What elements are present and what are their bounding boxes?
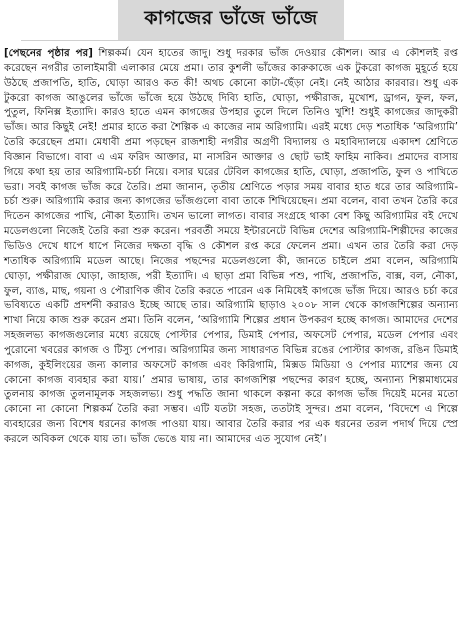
article-body bbox=[4, 47, 458, 448]
article-headline: কাগজের ভাঁজে ভাঁজে bbox=[118, 0, 343, 40]
headline-area bbox=[21, 0, 441, 41]
article-text: শিল্পকর্ম। যেন হাতের জাদু। শুধু দরকার ভাঁজ দেওয়ার কৌশল। আর এ কৌশলই রপ্ত করেছেন নগরীর তালাইমারী এলাকার মেয়ে প্রমা। তার কুশলী ভাঁজের কারুকাজে এক টুকরো কাগজ মুহূর্তে হয়ে উঠছে প্রজাপতি, হাতি, ঘোড়া আরও কত কী! অথচ কোনো কাটা-ছেঁড়া নেই। নেই আঠার কারবার। শুধু এক টুকরো কাগজ আঙুলের ভাঁজে ভাঁজে হয়ে উঠছে দিব্যি হাতি, ঘোড়া, পক্ষীরাজ, মুখোশ, ড্রাগন, ফুল, ফল, পুতুল, ফিনিক্স ইত্যাদি। কারও হাতে এমন কাগজের উপহার তুলে দিলে তিনিও খুশি! শুধুই কাগজের জাদুকরী ভাঁজ। আর কিছুই নেই! প্রমার হাতে করা শৈল্পিক এ কাজের নাম অরিগ্যামি। এরই মধ্যে দেড় শতাধিক ‘অরিগ্যামি’ তৈরি করেছেন প্রমা। মেধাবী প্রমা পড়ছেন রাজশাহী নগরীর অগ্রণী বিদ্যালয় ও মহাবিদ্যালয়ে একাদশ শ্রেণিতে বিজ্ঞান বিভাগে। বাবা এ এম ফরিদ আক্তার, মা নাসরিন আক্তার ও ছোট ভাই ফাহিম নাকিব। প্রমাদের বাসায় গিয়ে কথা হয় তার অরিগ্যামি-চর্চা নিয়ে। বসার ঘরের টেবিল কাগজের হাতি, ঘোড়া, প্রজাপতি, ফুল ও পাখিতে ভরা। সবই কাগজ ভাঁজ করে তৈরি। প্রমা জানান, তৃতীয় শ্রেণিতে পড়ার সময় বাবার হাত ধরে তার অরিগ্যামি-চর্চা শুরু। অরিগ্যামি করার জন্য কাগজের ভাঁজগুলো বাবা তাকে শিখিয়েছেন। প্রমা বলেন, বাবা তখন তৈরি করে দিতেন কাগজের পাখি, নৌকা ইত্যাদি। তখন ভালো লাগত। বাবার সংগ্রহে থাকা বেশ কিছু অরিগ্যামির বই দেখে মডেলগুলো নিজেই তৈরি করা শুরু করেন। পরবর্তী সময়ে ইন্টারনেটে বিভিন্ন দেশের অরিগ্যামি-শিল্পীদের কাজের ভিডিও দেখে ধাপে ধাপে নিজের দক্ষতা বৃদ্ধি ও কৌশল রপ্ত করে ফেলেন প্রমা। এখন তার তৈরি করা দেড় শতাধিক অরিগ্যামি মডেল আছে। নিজের পছন্দের মডেলগুলো কী, জানতে চাইলে প্রমা বলেন, অরিগ্যামি ঘোড়া, পক্ষীরাজ ঘোড়া, জাহাজ, পরী ইত্যাদি। এ ছাড়া প্রমা বিভিন্ন পশু, পাখি, প্রজাপতি, বাক্স, বল, নৌকা, ফুল, ব্যাঙ, মাছ, গয়না ও পৌরাণিক জীব তৈরি করতে পারেন এক নিমিষেই কাগজে ভাঁজ দিয়ে। আরও চর্চা করে ভবিষ্যতে একটি প্রদর্শনী করারও ইচ্ছে আছে তার। অরিগ্যামি ছাড়াও ২০০৮ সাল থেকে কাগজশিল্পের অন্যান্য শাখা নিয়ে কাজ শুরু করেন প্রমা। তিনি বলেন, ‘অরিগ্যামি শিল্পের প্রধান উপকরণ হচ্ছে কাগজ। আমাদের দেশের সহজলভ্য কাগজগুলোর মধ্যে রয়েছে পোস্টার পেপার, ডিমাই পেপার, অফসেট পেপার, মডেল পেপার এবং পুরোনো খবরের কাগজ ও টিস্যু পেপার। অরিগ্যামির জন্য সাধারণত বিভিন্ন রঙের পোস্টার কাগজ, রঙিন ডিমাই কাগজ, কুইলিংয়ের জন্য কালার অফসেট কাগজ এবং কিরিগামি, মিক্সড মিডিয়া ও পেপার ম্যাশের জন্য যে কোনো কাগজ ব্যবহার করা যায়।’ প্রমার ভাষায়, তার কাগজশিল্প পছন্দের কারণ হচ্ছে, অন্যান্য শিল্পমাধ্যমের তুলনায় কাগজ তুলনামূলক সহজলভ্য। শুধু পদ্ধতি জানা থাকলে কল্পনা করে কাগজ ভাঁজ দিয়েই মনের মতো কোনো না কোনো শিল্পকর্ম তৈরি করা সম্ভব। এটি যতটা সহজ, ততটাই সুন্দর। প্রমা বলেন, ‘বিদেশে এ শিল্পে ব্যবহারের জন্য বিশেষ ধরনের কাগজ পাওয়া যায়। আবার তৈরি করার পর এক ধরনের তরল পদার্থ দিয়ে স্প্রে করলে অবিকল থেকে যায় তা। ভাঁজ ভেঙে যায় না। আমাদের এত সুযোগ নেই’। bbox=[4, 48, 458, 445]
continued-from-label: [পেছনের পৃষ্ঠার পর] bbox=[4, 48, 93, 59]
